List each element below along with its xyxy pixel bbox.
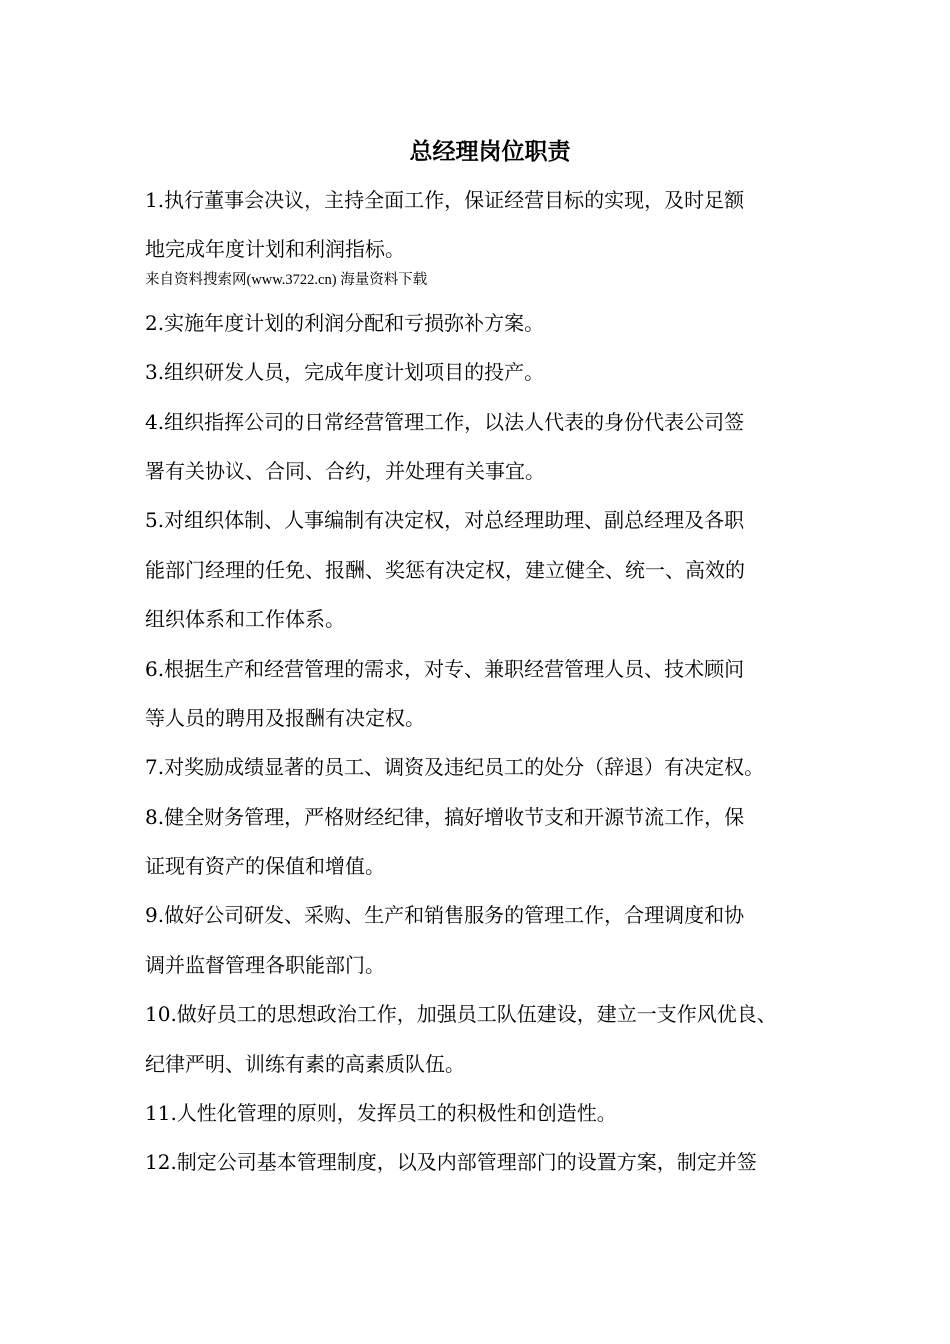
body-line: 9.做好公司研发、采购、生产和销售服务的管理工作，合理调度和协 [145, 903, 745, 928]
body-line: 地完成年度计划和利润指标。 [145, 237, 405, 262]
source-notice: 来自资料搜索网(www.3722.cn) 海量资料下载 [145, 271, 428, 288]
body-line: 1.执行董事会决议，主持全面工作，保证经营目标的实现，及时足额 [145, 188, 745, 212]
body-line: 证现有资产的保值和增值。 [145, 854, 385, 879]
body-line: 2.实施年度计划的利润分配和亏损弥补方案。 [145, 310, 545, 335]
body-line: 组织体系和工作体系。 [145, 607, 345, 632]
body-line: 6.根据生产和经营管理的需求，对专、兼职经营管理人员、技术顾问 [145, 656, 745, 681]
body-line: 等人员的聘用及报酬有决定权。 [145, 705, 425, 730]
body-line: 7.对奖励成绩显著的员工、调资及违纪员工的处分（辞退）有决定权。 [145, 755, 765, 780]
body-line: 12.制定公司基本管理制度，以及内部管理部门的设置方案，制定并签 [145, 1150, 757, 1175]
body-line: 4.组织指挥公司的日常经营管理工作，以法人代表的身份代表公司签 [145, 409, 745, 434]
body-line: 3.组织研发人员，完成年度计划项目的投产。 [145, 360, 545, 385]
body-line: 署有关协议、合同、合约，并处理有关事宜。 [145, 458, 545, 483]
document-title: 总经理岗位职责 [409, 139, 571, 165]
body-line: 纪律严明、训练有素的高素质队伍。 [145, 1051, 465, 1076]
body-line: 调并监督管理各职能部门。 [145, 952, 385, 977]
body-line: 11.人性化管理的原则，发挥员工的积极性和创造性。 [145, 1101, 617, 1126]
body-line: 10.做好员工的思想政治工作，加强员工队伍建设，建立一支作风优良、 [145, 1002, 777, 1027]
body-line: 5.对组织体制、人事编制有决定权，对总经理助理、副总经理及各职 [145, 508, 745, 533]
body-line: 8.健全财务管理，严格财经纪律，搞好增收节支和开源节流工作，保 [145, 804, 745, 829]
body-line: 能部门经理的任免、报酬、奖惩有决定权，建立健全、统一、高效的 [145, 557, 745, 582]
document-body [145, 184, 845, 1196]
